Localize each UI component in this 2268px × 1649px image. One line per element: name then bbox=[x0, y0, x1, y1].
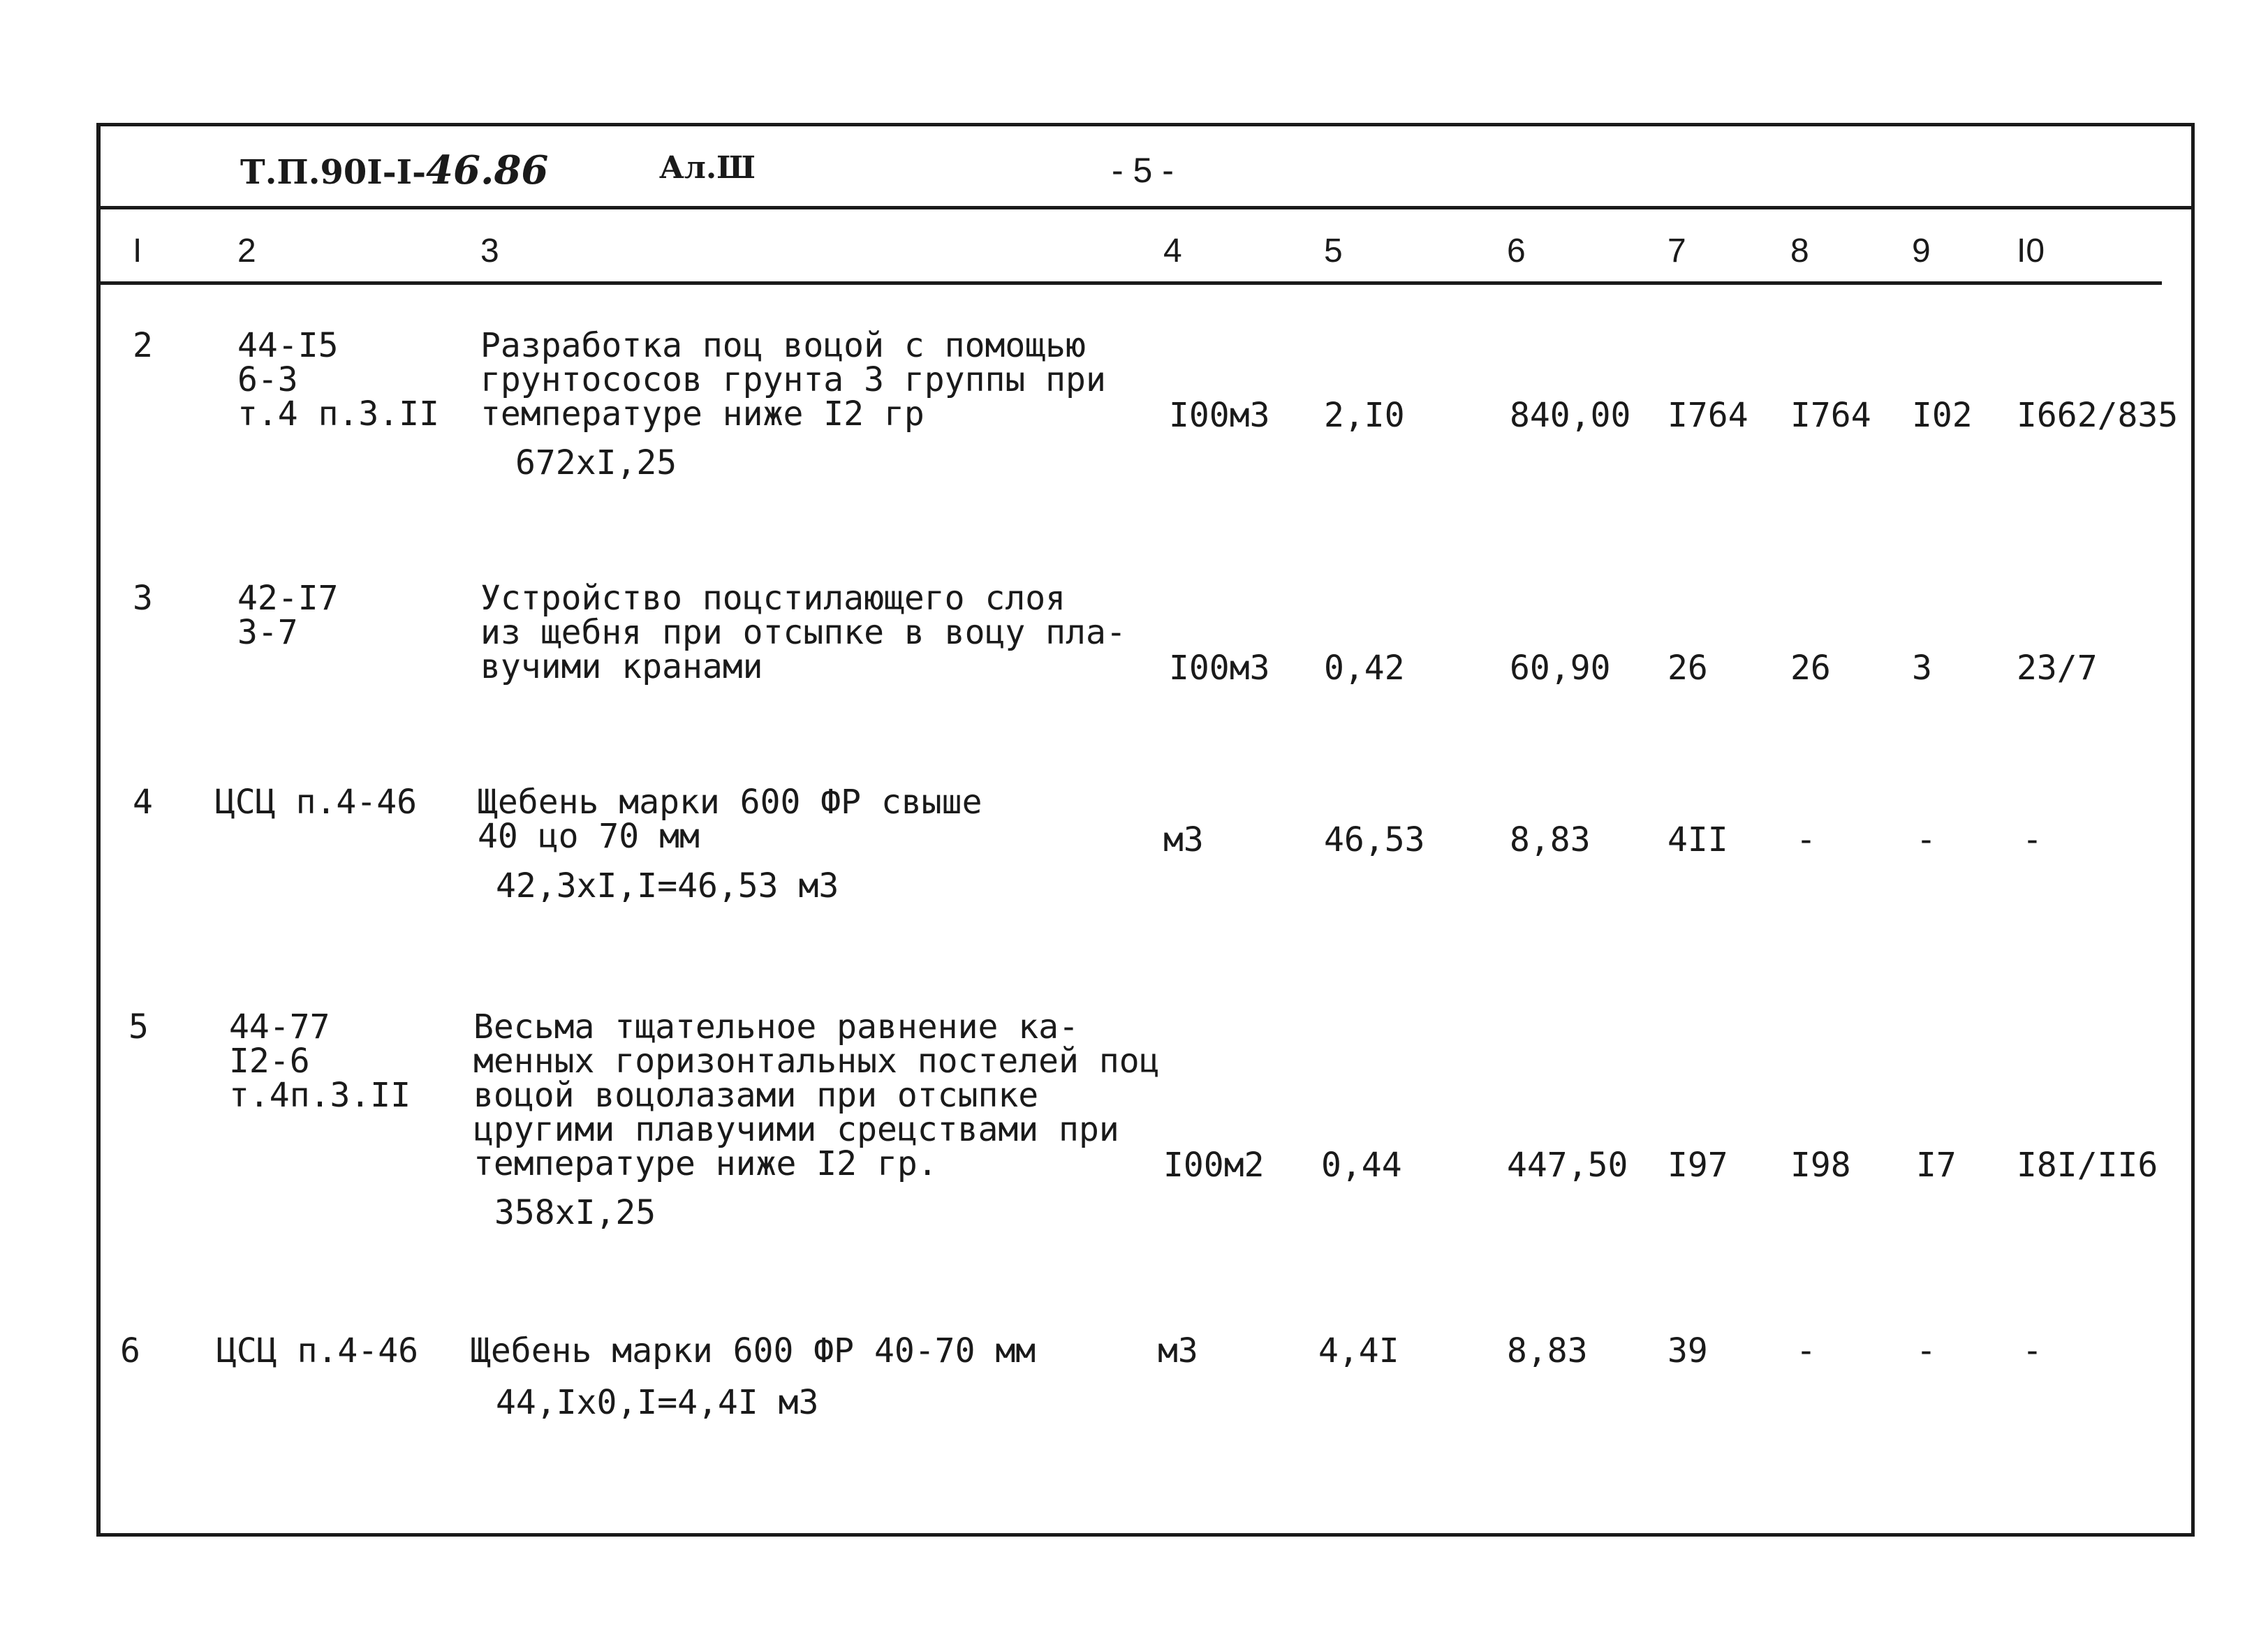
norm-code: 44-77 bbox=[229, 1007, 330, 1047]
calculation: 358xI,25 bbox=[494, 1193, 656, 1232]
col-head-5: 5 bbox=[1324, 232, 1343, 269]
col-7-value: 26 bbox=[1667, 649, 1708, 688]
work-description: Весьма тщательное равнение ка- bbox=[473, 1007, 1079, 1047]
row-number: 6 bbox=[120, 1331, 140, 1370]
calculation: 42,3xI,I=46,53 м3 bbox=[496, 866, 839, 905]
document-code: Т.П.90I-I-46.86 bbox=[240, 147, 549, 193]
col-7-value: I764 bbox=[1667, 396, 1748, 435]
quantity: 2,I0 bbox=[1324, 396, 1405, 435]
handwritten-code: 46.86 bbox=[426, 147, 549, 193]
work-description: грунтососов грунта 3 группы при bbox=[480, 360, 1106, 399]
col-8-value: I98 bbox=[1790, 1146, 1851, 1185]
album-label: Ал.Ш bbox=[659, 150, 756, 186]
col-head-10: I0 bbox=[2017, 232, 2045, 269]
col-head-2: 2 bbox=[237, 232, 256, 269]
work-description: 40 цо 70 мм bbox=[478, 817, 700, 856]
page-number: - 5 - bbox=[1112, 151, 1174, 190]
quantity: 46,53 bbox=[1324, 820, 1425, 859]
col-8-value: I764 bbox=[1790, 396, 1871, 435]
col-10-value: I662/835 bbox=[2017, 396, 2179, 435]
row-number: 4 bbox=[133, 783, 153, 822]
document-frame bbox=[96, 123, 2195, 1537]
work-description: вучими кранами bbox=[480, 647, 763, 686]
col-10-value: - bbox=[2022, 820, 2042, 859]
row-number: 5 bbox=[128, 1007, 149, 1047]
col-9-value: - bbox=[1916, 1331, 1936, 1370]
unit-price: 60,90 bbox=[1510, 649, 1611, 688]
row-number: 3 bbox=[133, 579, 153, 618]
row-number: 2 bbox=[133, 326, 153, 365]
work-description: цругими плавучими срецствами при bbox=[473, 1110, 1119, 1149]
norm-code: 3-7 bbox=[237, 613, 298, 652]
quantity: 0,42 bbox=[1324, 649, 1405, 688]
norm-code: 42-I7 bbox=[237, 579, 339, 618]
norm-code: I2-6 bbox=[229, 1042, 310, 1081]
norm-code: 6-3 bbox=[237, 360, 298, 399]
work-description: Щебень марки 600 ФР 40-70 мм bbox=[471, 1331, 1036, 1370]
col-7-value: I97 bbox=[1667, 1146, 1728, 1185]
unit: м3 bbox=[1163, 820, 1204, 859]
work-description: Разработка поц воцой с помощью bbox=[480, 326, 1086, 365]
col-10-value: 23/7 bbox=[2017, 649, 2098, 688]
quantity: 4,4I bbox=[1318, 1331, 1399, 1370]
col-9-value: - bbox=[1916, 820, 1936, 859]
calculation: 672xI,25 bbox=[515, 443, 677, 482]
col-head-4: 4 bbox=[1163, 232, 1182, 269]
work-description: температуре ниже I2 гр. bbox=[473, 1144, 938, 1183]
unit: I00м3 bbox=[1169, 649, 1270, 688]
col-9-value: 3 bbox=[1912, 649, 1932, 688]
col-head-6: 6 bbox=[1507, 232, 1526, 269]
norm-code: ЦСЦ п.4-46 bbox=[215, 783, 417, 822]
col-9-value: I7 bbox=[1916, 1146, 1957, 1185]
col-head-1: I bbox=[133, 232, 142, 269]
sheet-header bbox=[101, 126, 2191, 209]
col-8-value: - bbox=[1796, 820, 1816, 859]
unit: м3 bbox=[1158, 1331, 1198, 1370]
col-head-8: 8 bbox=[1790, 232, 1809, 269]
col-8-value: - bbox=[1796, 1331, 1816, 1370]
unit-price: 8,83 bbox=[1507, 1331, 1588, 1370]
work-description: менных горизонтальных постелей поц bbox=[473, 1042, 1160, 1081]
col-9-value: I02 bbox=[1912, 396, 1973, 435]
work-description: Устройство поцстилающего слоя bbox=[480, 579, 1066, 618]
col-7-value: 39 bbox=[1667, 1331, 1708, 1370]
norm-code: 44-I5 bbox=[237, 326, 339, 365]
work-description: температуре ниже I2 гр bbox=[480, 394, 925, 434]
unit: I00м2 bbox=[1163, 1146, 1265, 1185]
unit: I00м3 bbox=[1169, 396, 1270, 435]
unit-price: 447,50 bbox=[1507, 1146, 1628, 1185]
norm-code: т.4 п.3.II bbox=[237, 394, 439, 434]
quantity: 0,44 bbox=[1321, 1146, 1402, 1185]
work-description: из щебня при отсыпке в воцу пла- bbox=[480, 613, 1126, 652]
col-10-value: I8I/II6 bbox=[2017, 1146, 2158, 1185]
work-description: Щебень марки 600 ФР свыше bbox=[478, 783, 982, 822]
col-8-value: 26 bbox=[1790, 649, 1831, 688]
norm-code: ЦСЦ п.4-46 bbox=[216, 1331, 418, 1370]
col-head-9: 9 bbox=[1912, 232, 1931, 269]
work-description: воцой воцолазами при отсыпке bbox=[473, 1076, 1039, 1115]
unit-price: 840,00 bbox=[1510, 396, 1631, 435]
calculation: 44,Ix0,I=4,4I м3 bbox=[496, 1383, 819, 1422]
norm-code: т.4п.3.II bbox=[229, 1076, 411, 1115]
col-head-7: 7 bbox=[1667, 232, 1686, 269]
col-head-3: 3 bbox=[480, 232, 499, 269]
column-header-rule bbox=[101, 281, 2162, 285]
col-10-value: - bbox=[2022, 1331, 2042, 1370]
col-7-value: 4II bbox=[1667, 820, 1728, 859]
unit-price: 8,83 bbox=[1510, 820, 1591, 859]
